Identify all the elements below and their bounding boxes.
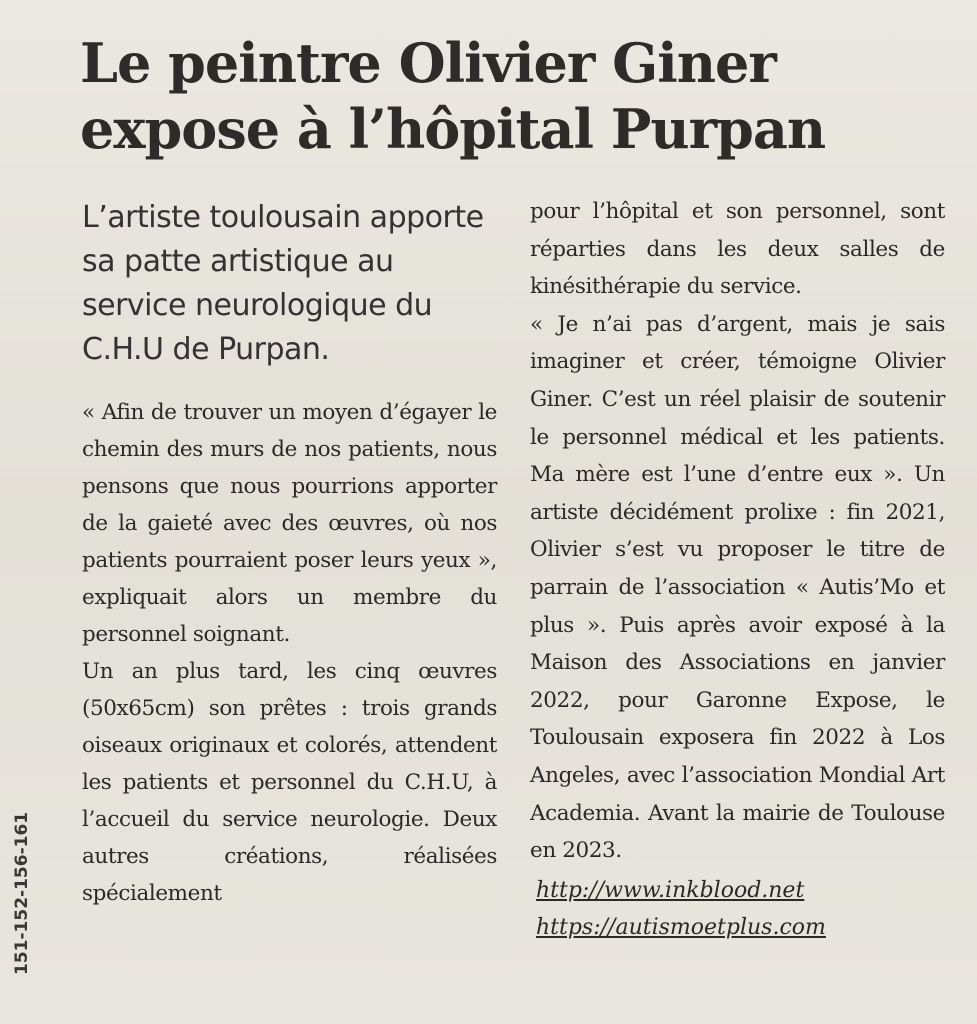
- body-paragraph-4: « Je n’ai pas d’argent, mais je sais imaginer et créer, témoigne Olivier Giner. C’est un réel plaisir de soutenir le personnel médical et les patients. Ma mère est l’une d’entre eux ». Un artiste décidément prolixe : fin 2021, Olivier s’est vu proposer le titre de parrain de l’association « Autis’Mo et plus ». Puis après avoir exposé à la Maison des Associations en janvier 2022, pour Garonne Expose, le Toulousain exposera fin 2022 à Los Angeles, avec l’association Mondial Art Academia. Avant la mairie de Toulouse en 2023.: [530, 311, 945, 864]
- body-paragraph-2: Un an plus tard, les cinq œuvres (50x65cm) son prêtes : trois grands oiseaux originaux et colorés, attendent les patients et personnel du C.H.U, à l’accueil du service neurologie. Deux autres créations, réalisées spécialement: [82, 659, 497, 906]
- headline-line-1: Le peintre Olivier Giner: [80, 31, 776, 95]
- left-column: [82, 196, 497, 912]
- article-lead: L’artiste toulousain apporte sa patte artistique au service neurologique du C.H.U de Purpan.: [82, 200, 484, 367]
- link-list: [530, 872, 945, 946]
- body-paragraph-1: « Afin de trouver un moyen d’égayer le chemin des murs de nos patients, nous pensons que nous pourrions apporter de la gaieté avec des œuvres, où nos patients pourraient poser leurs yeux », expliquait alors un membre du personnel soignant.: [82, 400, 497, 647]
- body-paragraph-3: pour l’hôpital et son personnel, sont réparties dans les deux salles de kinésithérapie du service.: [530, 199, 945, 300]
- autismoetplus-link[interactable]: https://autismoetplus.com: [536, 914, 826, 940]
- headline-line-2: expose à l’hôpital Purpan: [80, 97, 826, 161]
- inkblood-link[interactable]: http://www.inkblood.net: [536, 877, 805, 903]
- right-column: [530, 193, 945, 946]
- article-headline: [80, 30, 960, 162]
- side-reference-code: 151-152-156-161: [12, 811, 32, 975]
